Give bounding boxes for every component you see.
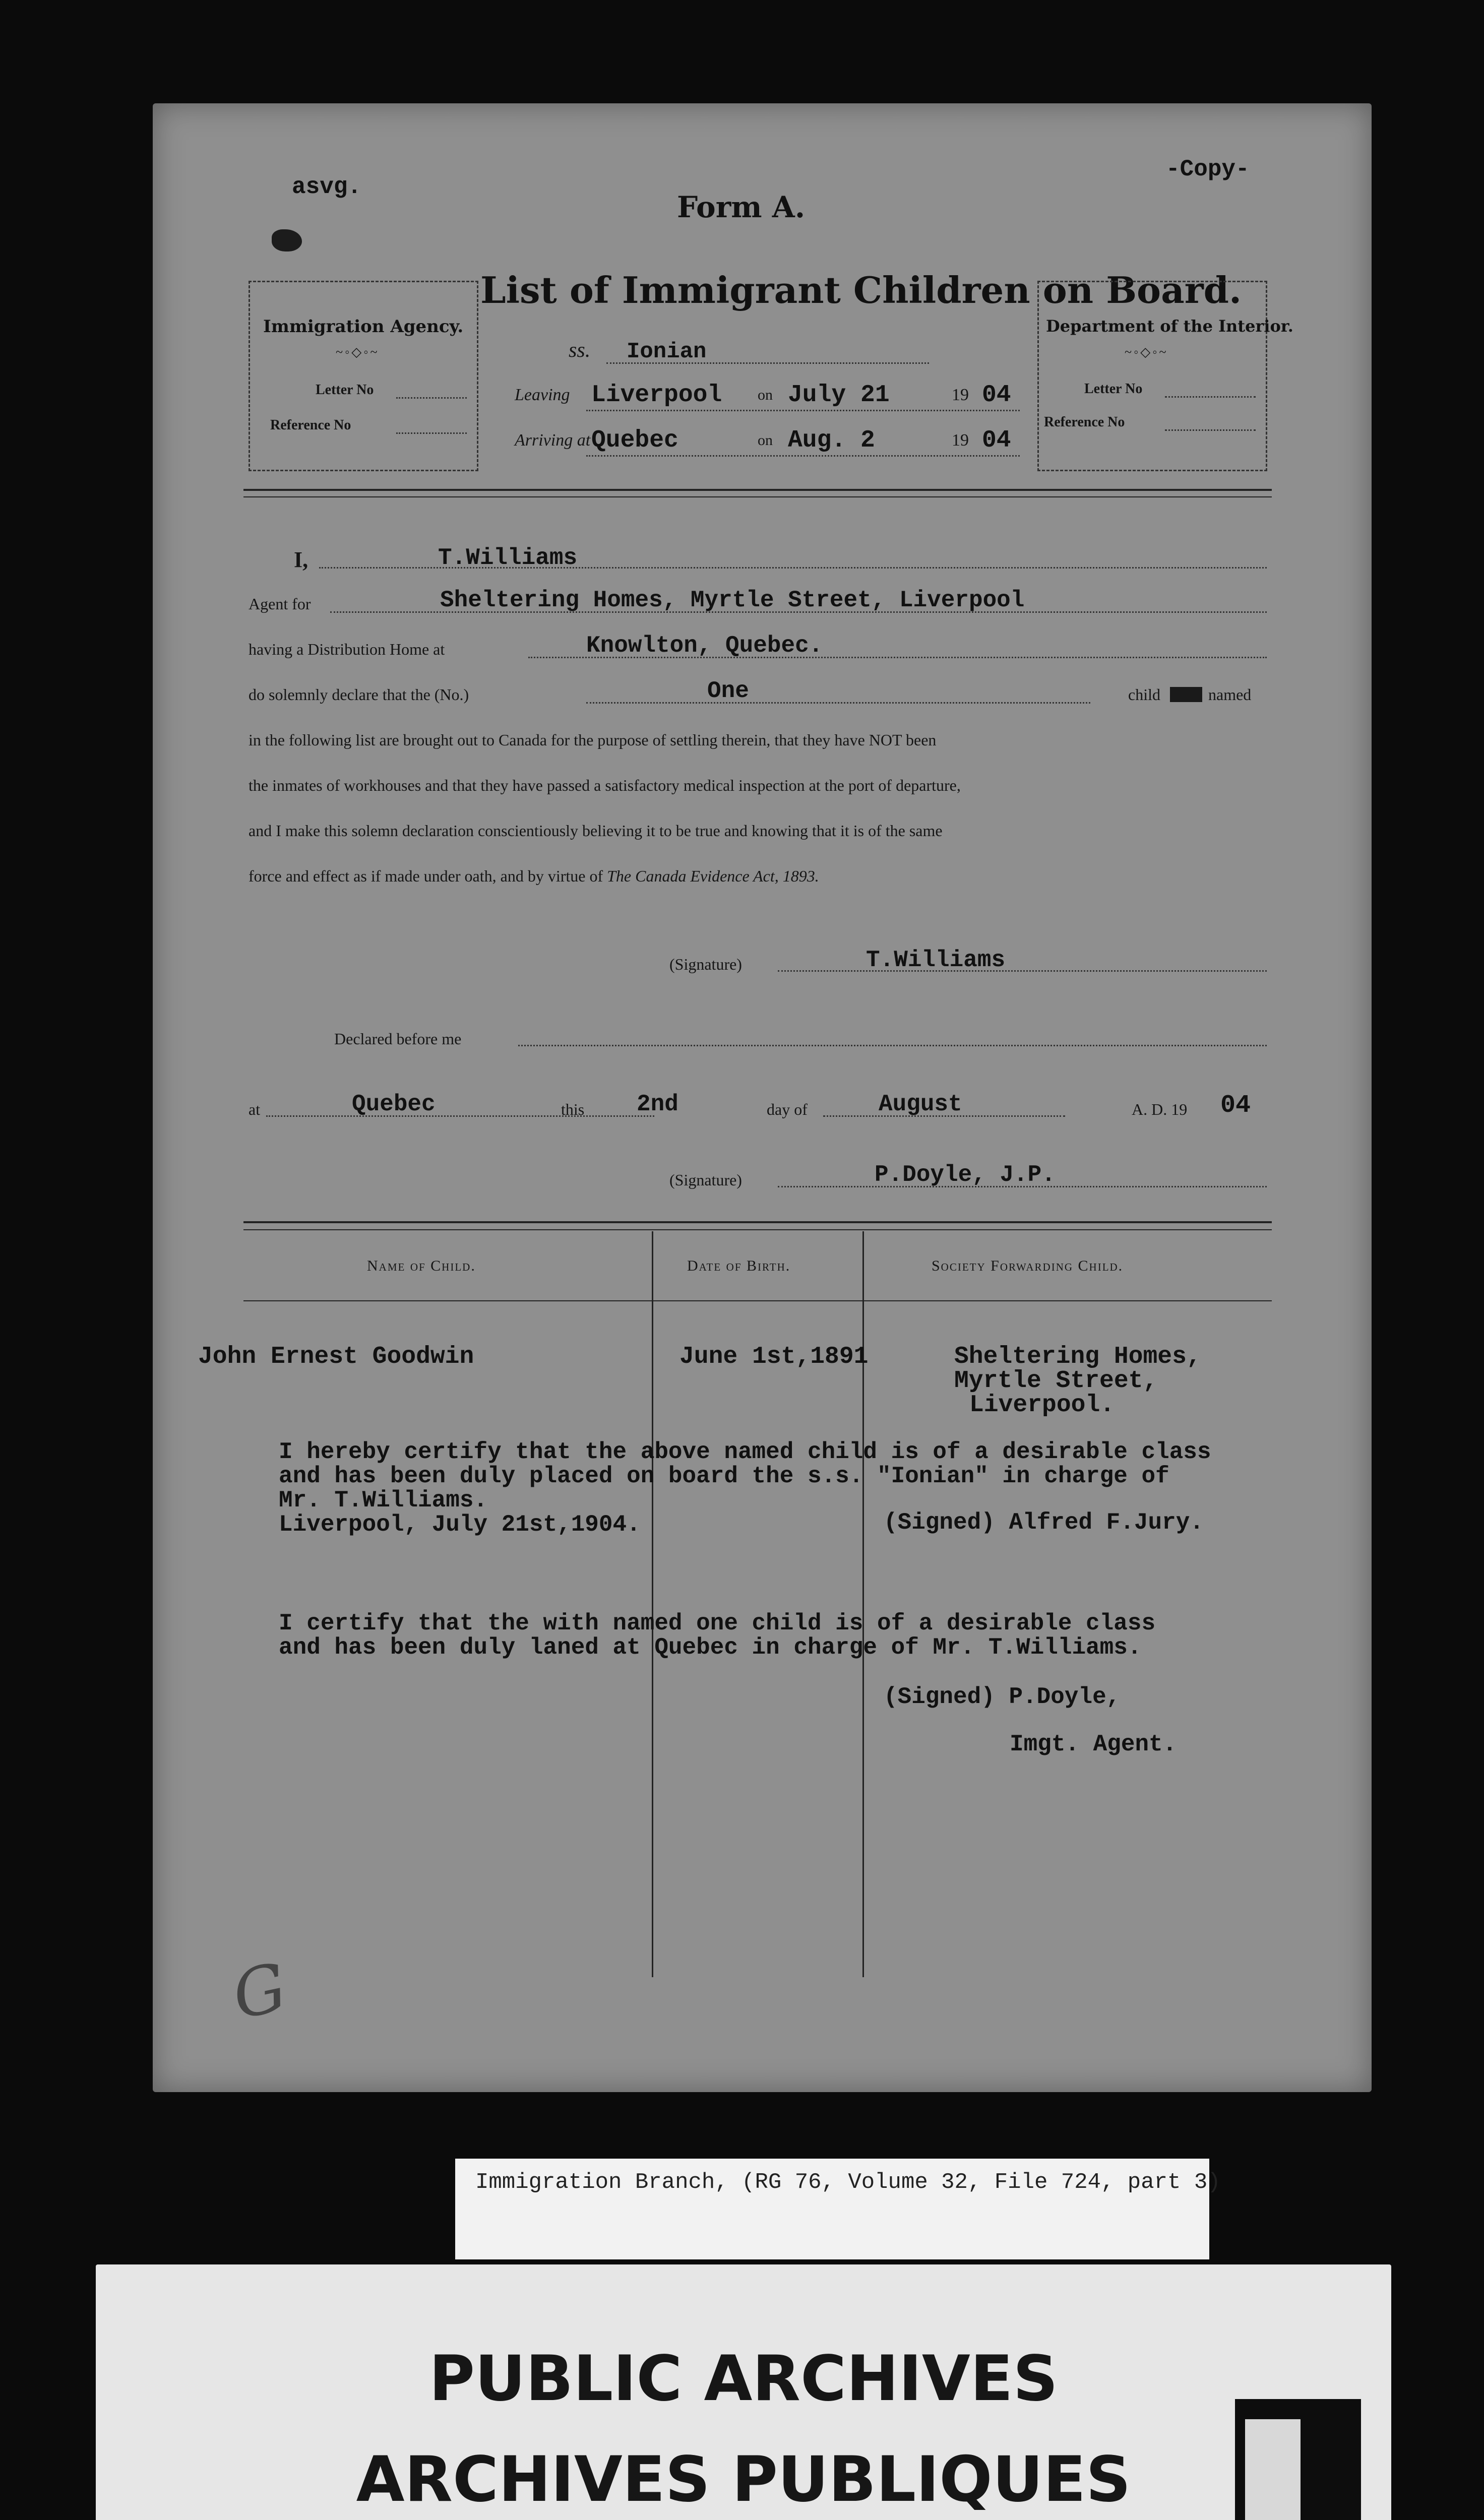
agency-letter-label: Letter No [316,382,374,398]
department-letter-label: Letter No [1084,381,1143,397]
leaving-line [586,410,1020,411]
arriving-year-prefix: 19 [952,431,969,450]
at-value: Quebec [352,1091,436,1117]
immigration-agency-box [249,281,478,471]
header-rule-bottom [243,496,1272,497]
ad-label: A. D. 19 [1132,1100,1188,1118]
month-line [823,1115,1065,1117]
day-of-label: day of [767,1100,808,1118]
society-line-2: Myrtle Street, [954,1367,1158,1395]
archive-reference-text: Immigration Branch, (RG 76, Volume 32, File 724, part 3) [475,2170,1221,2195]
agency-ornament: ~◦◇◦~ [336,345,380,359]
header-rule-top [243,489,1272,491]
arriving-line [586,455,1020,457]
file-code: asvg. [292,174,362,200]
agent-for-value: Sheltering Homes, Myrtle Street, Liverpool [440,587,1025,613]
at-line [266,1115,654,1117]
declaration-line-2: the inmates of workhouses and that they have passed a satisfactory medical inspection at the port of departure, [249,776,961,794]
society-line-1: Sheltering Homes, [954,1343,1201,1370]
arriving-place: Quebec [591,427,678,454]
table-col-divider-1 [652,1231,653,1977]
ad-year: 04 [1220,1091,1251,1120]
children-count: One [707,678,749,704]
department-title: Department of the Interior. [1046,317,1293,336]
agency-reference-line [396,432,467,434]
department-ornament: ~◦◇◦~ [1125,345,1168,359]
ship-name: Ionian [627,339,707,364]
copy-mark: -Copy- [1166,156,1250,182]
child-name: John Ernest Goodwin [198,1343,474,1370]
declare-label: do solemnly declare that the (No.) [249,685,469,704]
binder-clip-window [1245,2419,1301,2520]
cert1-line-1: I hereby certify that the above named child is of a desirable class [279,1439,1211,1465]
table-rule-top-2 [243,1229,1272,1230]
department-box [1037,281,1293,471]
table-rule-top [243,1221,1272,1223]
card-line-1: PUBLIC ARCHIVES [429,2343,1058,2415]
agent-for-line [330,611,1267,613]
arriving-label: Arriving at [515,431,591,450]
agent-name: T.Williams [438,545,578,571]
signature2-line [778,1186,1267,1187]
header-name-of-child: Name of Child. [367,1257,476,1274]
ink-blot [272,229,302,251]
children-count-line [586,702,1090,704]
signature2-value: P.Doyle, J.P. [875,1162,1056,1188]
at-label: at [249,1100,261,1118]
declaration-line-4 [249,867,819,886]
signature-line [778,970,1267,972]
leaving-year: 04 [982,382,1011,409]
form-title: Form A. [677,190,806,224]
main-title: List of Immigrant Children on Board. [480,269,1242,311]
department-reference-line [1165,429,1256,431]
declaration-line-1: in the following list are brought out to Canada for the purpose of settling therein, that they have NOT been [249,731,937,749]
distribution-home-line [528,657,1267,658]
agency-letter-line [396,397,467,399]
header-date-of-birth: Date of Birth. [687,1257,791,1274]
day-value: 2nd [637,1091,678,1117]
arriving-year: 04 [982,427,1011,454]
evidence-act: The Canada Evidence Act, 1893. [607,867,819,885]
declaration-line-3: and I make this solemn declaration conscientiously believing it to be true and knowing that it is of the same [249,822,943,840]
agent-for-label: Agent for [249,595,311,613]
department-reference-label: Reference No [1044,414,1125,430]
declared-before-line [518,1045,1267,1046]
declared-before-label: Declared before me [334,1030,462,1048]
cert2-signed: (Signed) P.Doyle, [884,1684,1121,1710]
month-value: August [879,1091,962,1117]
agency-reference-label: Reference No [270,417,351,433]
distribution-home-value: Knowlton, Quebec. [586,633,823,659]
distribution-home-label: having a Distribution Home at [249,640,445,658]
cert2-line-2: and has been duly laned at Quebec in charge of Mr. T.Williams. [279,1634,1142,1661]
archive-reference-slip [455,2159,1221,2259]
signature-value: T.Williams [866,947,1006,973]
declaration-line-4-start: force and effect as if made under oath, and by virtue of [249,867,603,885]
cert1-line-3: Mr. T.Williams. [279,1487,488,1514]
struck-out-text [1170,687,1202,702]
society-line-3: Liverpool. [969,1392,1115,1419]
card-line-2: ARCHIVES PUBLIQUES [356,2443,1131,2516]
declaration-i: I, [294,547,308,572]
agency-title: Immigration Agency. [263,317,464,337]
leaving-place: Liverpool [591,382,722,409]
cert1-line-2: and has been duly placed on board the s.s. "Ionian" in charge of [279,1463,1169,1489]
leaving-on: on [758,387,773,403]
ship-prefix: ss. [569,339,591,362]
cert2-title: Imgt. Agent. [1010,1731,1177,1757]
children-suffix: child [1128,685,1160,704]
leaving-label: Leaving [515,386,570,404]
arriving-date: Aug. 2 [788,427,875,454]
agent-name-line [319,567,1267,569]
public-archives-card [96,2264,1391,2520]
pencil-initial: G [226,1948,293,2035]
header-society: Society Forwarding Child. [932,1257,1124,1274]
this-label: this [561,1100,585,1118]
form-paper [153,103,1372,2092]
named-label: named [1208,685,1252,704]
ship-line [606,362,929,364]
table-header-rule [243,1300,1272,1301]
cert2-line-1: I certify that the with named one child is of a desirable class [279,1610,1156,1636]
cert1-signed: (Signed) Alfred F.Jury. [884,1509,1204,1536]
child-dob: June 1st,1891 [679,1343,869,1370]
cert1-line-4: Liverpool, July 21st,1904. [279,1511,641,1538]
leaving-year-prefix: 19 [952,386,969,404]
signature2-label: (Signature) [669,1171,742,1189]
arriving-on: on [758,432,773,449]
department-letter-line [1165,396,1256,398]
signature-label: (Signature) [669,955,742,973]
leaving-date: July 21 [788,382,890,409]
